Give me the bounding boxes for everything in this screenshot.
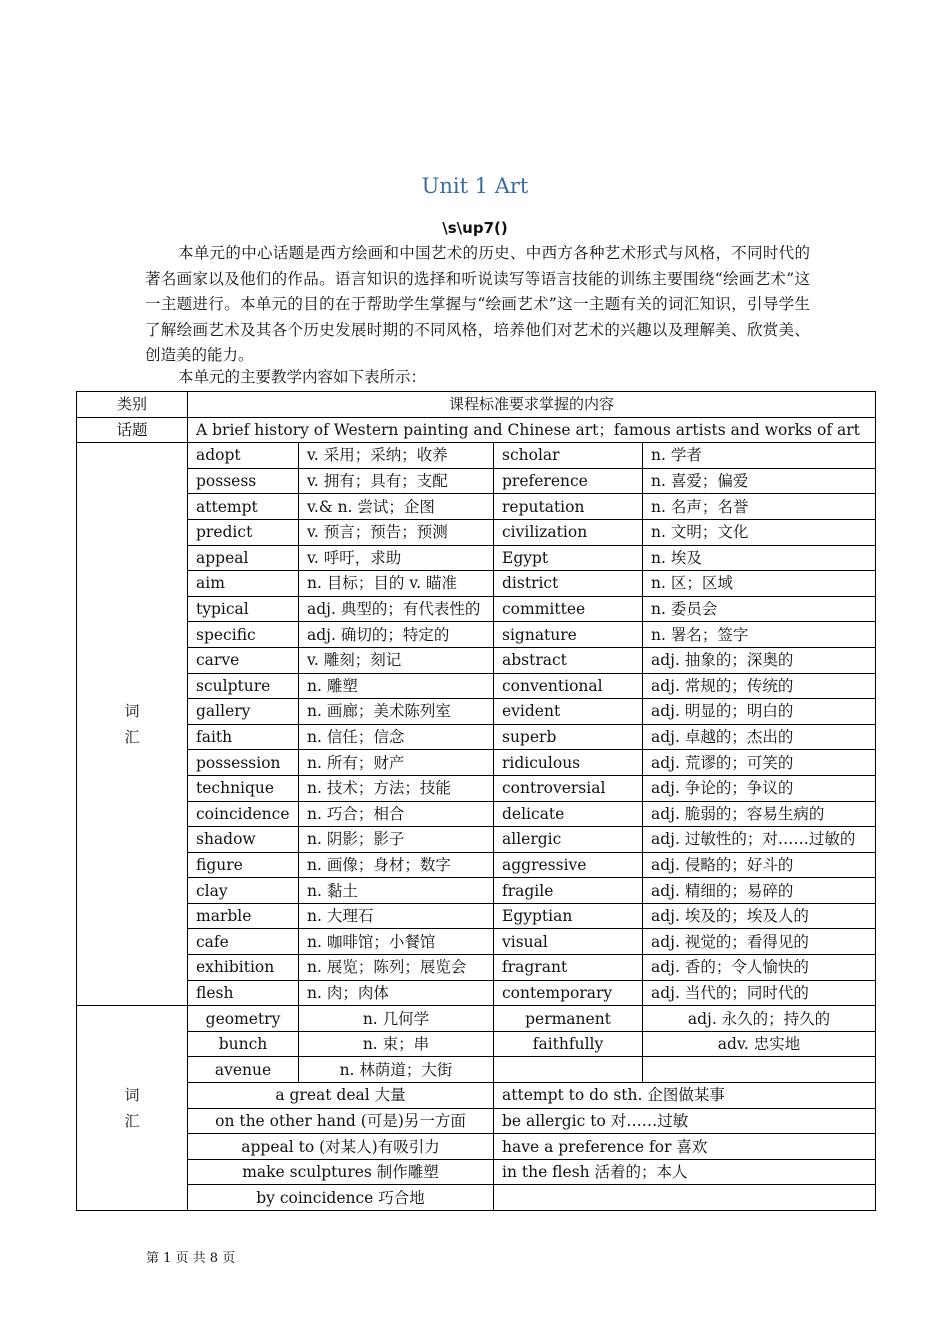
meaning-cell: adj. 香的；令人愉快的 (643, 955, 876, 981)
word-cell: district (494, 571, 643, 597)
word-cell: geometry (188, 1006, 299, 1032)
phrase-cell: attempt to do sth. 企图做某事 (494, 1083, 876, 1109)
meaning-cell: v. 雕刻；刻记 (299, 647, 494, 673)
word-cell: Egypt (494, 545, 643, 571)
meaning-cell: adv. 忠实地 (643, 1031, 876, 1057)
word-cell: avenue (188, 1057, 299, 1083)
table-row (77, 1134, 876, 1160)
table-row (77, 519, 876, 545)
meaning-cell: n. 画廊；美术陈列室 (299, 699, 494, 725)
meaning-cell: n. 所有；财产 (299, 750, 494, 776)
word-cell: signature (494, 622, 643, 648)
vocab-label-2-char-1: 词 (124, 1086, 140, 1105)
meaning-cell: n. 大理石 (299, 903, 494, 929)
word-cell: preference (494, 468, 643, 494)
meaning-cell: v. 预言；预告；预测 (299, 519, 494, 545)
word-cell: committee (494, 596, 643, 622)
word-cell: exhibition (188, 955, 299, 981)
meaning-cell: n. 咖啡馆；小餐馆 (299, 929, 494, 955)
meaning-cell: n. 名声；名誉 (643, 494, 876, 520)
phrase-cell: make sculptures 制作雕塑 (188, 1159, 494, 1185)
table-row (77, 468, 876, 494)
meaning-cell: n. 署名；签字 (643, 622, 876, 648)
word-cell: superb (494, 724, 643, 750)
meaning-cell: adj. 视觉的；看得见的 (643, 929, 876, 955)
word-cell: visual (494, 929, 643, 955)
word-cell: controversial (494, 775, 643, 801)
word-cell: gallery (188, 699, 299, 725)
meaning-cell: n. 喜爱；偏爱 (643, 468, 876, 494)
table-row (77, 443, 876, 469)
word-cell: Egyptian (494, 903, 643, 929)
word-cell: specific (188, 622, 299, 648)
table-row (77, 878, 876, 904)
content-table (76, 391, 876, 1211)
topic-value: A brief history of Western painting and Chinese art；famous artists and works of art (188, 417, 876, 443)
topic-label: 话题 (77, 417, 188, 443)
meaning-cell: adj. 明显的；明白的 (643, 699, 876, 725)
meaning-cell: adj. 典型的；有代表性的 (299, 596, 494, 622)
meaning-cell: v. 拥有；具有；支配 (299, 468, 494, 494)
word-cell: predict (188, 519, 299, 545)
word-cell: technique (188, 775, 299, 801)
phrase-cell: on the other hand (可是)另一方面 (188, 1108, 494, 1134)
vocab-category-label (77, 443, 188, 1006)
table-row (77, 596, 876, 622)
word-cell: ridiculous (494, 750, 643, 776)
table-row (77, 1108, 876, 1134)
meaning-cell: v.& n. 尝试；企图 (299, 494, 494, 520)
table-row (77, 1031, 876, 1057)
word-cell: delicate (494, 801, 643, 827)
word-cell: allergic (494, 827, 643, 853)
word-cell: abstract (494, 647, 643, 673)
word-cell: aim (188, 571, 299, 597)
word-cell: figure (188, 852, 299, 878)
subtitle: \s\up7() (442, 219, 508, 237)
meaning-cell: n. 阴影；影子 (299, 827, 494, 853)
meaning-cell: n. 巧合；相合 (299, 801, 494, 827)
word-cell: reputation (494, 494, 643, 520)
table-row (77, 571, 876, 597)
table-row (77, 955, 876, 981)
meaning-cell: adj. 精细的；易碎的 (643, 878, 876, 904)
table-row (77, 827, 876, 853)
meaning-cell: n. 区；区域 (643, 571, 876, 597)
phrase-cell: a great deal 大量 (188, 1083, 494, 1109)
meaning-cell: adj. 脆弱的；容易生病的 (643, 801, 876, 827)
table-row (77, 852, 876, 878)
meaning-cell: adj. 荒谬的；可笑的 (643, 750, 876, 776)
word-cell: conventional (494, 673, 643, 699)
word-cell: coincidence (188, 801, 299, 827)
meaning-cell: n. 画像；身材；数字 (299, 852, 494, 878)
word-cell: faithfully (494, 1031, 643, 1057)
meaning-cell: n. 肉；肉体 (299, 980, 494, 1006)
meaning-cell: v. 采用；采纳；收养 (299, 443, 494, 469)
table-row (77, 1159, 876, 1185)
meaning-cell: n. 几何学 (299, 1006, 494, 1032)
table-row (77, 801, 876, 827)
word-cell: permanent (494, 1006, 643, 1032)
meaning-cell: n. 委员会 (643, 596, 876, 622)
page-footer: 第 1 页 共 8 页 (146, 1251, 236, 1266)
word-cell: adopt (188, 443, 299, 469)
word-cell: cafe (188, 929, 299, 955)
word-cell: sculpture (188, 673, 299, 699)
phrase-cell: appeal to (对某人)有吸引力 (188, 1134, 494, 1160)
meaning-cell: adj. 过敏性的；对……过敏的 (643, 827, 876, 853)
word-cell: marble (188, 903, 299, 929)
phrase-cell (494, 1185, 876, 1211)
word-cell: aggressive (494, 852, 643, 878)
header-category: 类别 (77, 392, 188, 418)
table-row (77, 1185, 876, 1211)
meaning-cell: n. 埃及 (643, 545, 876, 571)
table-row (77, 1006, 876, 1032)
word-cell: appeal (188, 545, 299, 571)
word-cell: civilization (494, 519, 643, 545)
meaning-cell: v. 呼吁，求助 (299, 545, 494, 571)
word-cell: contemporary (494, 980, 643, 1006)
table-row (77, 775, 876, 801)
table-row (77, 724, 876, 750)
word-cell (494, 1057, 643, 1083)
word-cell: carve (188, 647, 299, 673)
word-cell: fragile (494, 878, 643, 904)
phrase-cell: by coincidence 巧合地 (188, 1185, 494, 1211)
meaning-cell: adj. 争论的；争议的 (643, 775, 876, 801)
meaning-cell: adj. 当代的；同时代的 (643, 980, 876, 1006)
meaning-cell: n. 黏土 (299, 878, 494, 904)
table-row (77, 1057, 876, 1083)
meaning-cell: adj. 埃及的；埃及人的 (643, 903, 876, 929)
table-row (77, 929, 876, 955)
meaning-cell: n. 学者 (643, 443, 876, 469)
word-cell: shadow (188, 827, 299, 853)
meaning-cell: n. 信任；信念 (299, 724, 494, 750)
page-title: Unit 1 Art (421, 174, 529, 198)
header-content: 课程标准要求掌握的内容 (188, 392, 876, 418)
meaning-cell: n. 文明；文化 (643, 519, 876, 545)
word-cell: typical (188, 596, 299, 622)
table-row (77, 622, 876, 648)
phrase-cell: have a preference for 喜欢 (494, 1134, 876, 1160)
meaning-cell: adj. 卓越的；杰出的 (643, 724, 876, 750)
word-cell: attempt (188, 494, 299, 520)
meaning-cell: adj. 常规的；传统的 (643, 673, 876, 699)
meaning-cell: adj. 侵略的；好斗的 (643, 852, 876, 878)
table-row (77, 750, 876, 776)
vocab-category-label-2 (77, 1006, 188, 1211)
word-cell: clay (188, 878, 299, 904)
meaning-cell: adj. 抽象的；深奥的 (643, 647, 876, 673)
vocab-label-text: 词汇 (124, 702, 140, 747)
phrase-cell: in the flesh 活着的；本人 (494, 1159, 876, 1185)
word-cell: scholar (494, 443, 643, 469)
table-row (77, 699, 876, 725)
table-header-row (77, 392, 876, 418)
table-row (77, 903, 876, 929)
meaning-cell: n. 林荫道；大街 (299, 1057, 494, 1083)
word-cell: possession (188, 750, 299, 776)
table-row (77, 1083, 876, 1109)
topic-row (77, 417, 876, 443)
table-row (77, 980, 876, 1006)
word-cell: evident (494, 699, 643, 725)
word-cell: faith (188, 724, 299, 750)
phrase-cell: be allergic to 对……过敏 (494, 1108, 876, 1134)
meaning-cell: adj. 永久的；持久的 (643, 1006, 876, 1032)
intro-paragraph-2: 本单元的主要教学内容如下表所示： (178, 368, 427, 386)
word-cell: flesh (188, 980, 299, 1006)
vocab-label-2-char-2: 汇 (124, 1112, 140, 1131)
meaning-cell: n. 技术；方法；技能 (299, 775, 494, 801)
table-row (77, 647, 876, 673)
table-row (77, 494, 876, 520)
meaning-cell (643, 1057, 876, 1083)
meaning-cell: adj. 确切的；特定的 (299, 622, 494, 648)
meaning-cell: n. 展览；陈列；展览会 (299, 955, 494, 981)
word-cell: possess (188, 468, 299, 494)
word-cell: fragrant (494, 955, 643, 981)
vocab-label-2-text (123, 1082, 141, 1134)
word-cell: bunch (188, 1031, 299, 1057)
meaning-cell: n. 束；串 (299, 1031, 494, 1057)
intro-paragraph: 本单元的中心话题是西方绘画和中国艺术的历史、中西方各种艺术形式与风格，不同时代的著名画家以及他们的作品。语言知识的选择和听说读写等语言技能的训练主要围绕“绘画艺术”这一主题进行。本单元的目的在于帮助学生掌握与“绘画艺术”这一主题有关的词汇知识，引导学生了解绘画艺术及其各个历史发展时期的不同风格，培养他们对艺术的兴趣以及理解美、欣赏美、创造美的能力。 (145, 244, 810, 364)
meaning-cell: n. 目标；目的 v. 瞄准 (299, 571, 494, 597)
table-row (77, 545, 876, 571)
meaning-cell: n. 雕塑 (299, 673, 494, 699)
table-row (77, 673, 876, 699)
